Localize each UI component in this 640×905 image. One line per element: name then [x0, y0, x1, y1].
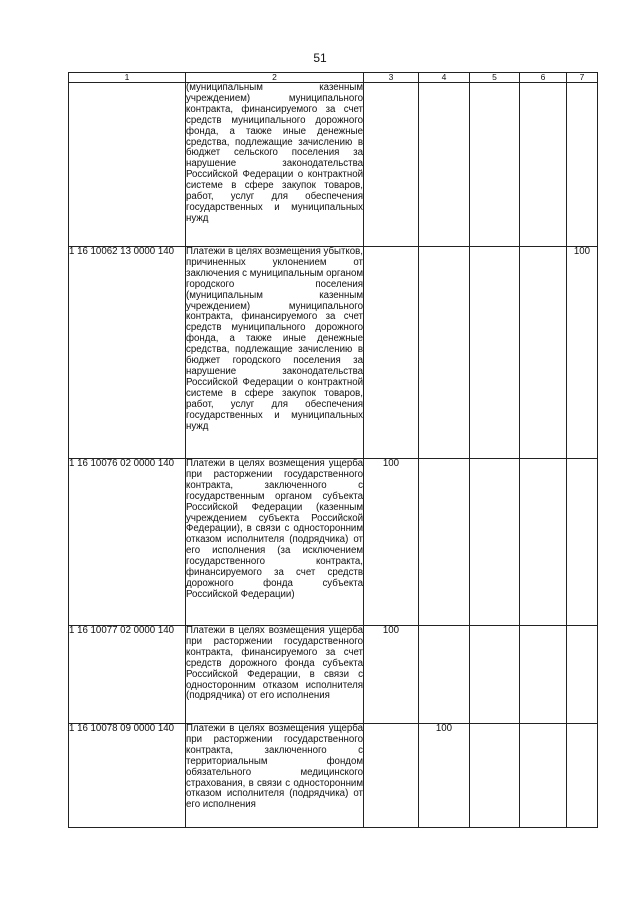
column-header: 6 — [520, 73, 567, 83]
budget-code: 1 16 10076 02 0000 140 — [69, 459, 186, 626]
value-cell — [567, 459, 598, 626]
value-cell — [470, 626, 520, 724]
budget-code — [69, 83, 186, 247]
value-cell — [567, 626, 598, 724]
revenue-table — [68, 72, 598, 828]
value-cell — [520, 247, 567, 459]
table-row — [69, 83, 598, 247]
value-cell — [470, 247, 520, 459]
column-header: 7 — [567, 73, 598, 83]
budget-code: 1 16 10078 09 0000 140 — [69, 724, 186, 828]
value-cell — [364, 83, 419, 247]
table-row — [69, 724, 598, 828]
column-header: 3 — [364, 73, 419, 83]
value-cell: 100 — [567, 247, 598, 459]
budget-code: 1 16 10077 02 0000 140 — [69, 626, 186, 724]
column-header: 5 — [470, 73, 520, 83]
value-cell — [364, 247, 419, 459]
value-cell — [567, 724, 598, 828]
value-cell — [520, 83, 567, 247]
value-cell — [419, 247, 470, 459]
value-cell — [419, 626, 470, 724]
value-cell: 100 — [419, 724, 470, 828]
revenue-description: (муниципальным казенным учреждением) муниципального контракта, финансируемого за счет средств муниципального дорожного фонда, а также иные денежные средства, подлежащие зачислению в бюджет сельского поселения за нарушение законодательства Российской Федерации о контрактной системе в сфере закупок товаров, работ, услуг для обеспечения государственных и муниципальных нужд — [186, 83, 364, 247]
value-cell — [364, 724, 419, 828]
revenue-description: Платежи в целях возмещения ущерба при расторжении государственного контракта, финансируемого за счет средств дорожного фонда субъекта Российской Федерации, в связи с односторонним отказом исполнителя (подрядчика) от его исполнения — [186, 626, 364, 724]
value-cell — [419, 459, 470, 626]
table-header — [69, 73, 598, 83]
column-header: 2 — [186, 73, 364, 83]
value-cell — [520, 626, 567, 724]
value-cell — [470, 724, 520, 828]
value-cell — [520, 724, 567, 828]
revenue-description: Платежи в целях возмещения ущерба при расторжении государственного контракта, заключенного с государственным органом субъекта Российской Федерации (казенным учреждением субъекта Российской Федерации), в связи с односторонним отказом исполнителя (подрядчика) от его исполнения (за исключением государственного контракта, финансируемого за счет средств дорожного фонда субъекта Российской Федерации) — [186, 459, 364, 626]
page-number: 51 — [313, 51, 327, 65]
value-cell — [419, 83, 470, 247]
column-header: 1 — [69, 73, 186, 83]
table-row — [69, 247, 598, 459]
table-row — [69, 459, 598, 626]
revenue-description: Платежи в целях возмещения убытков, причиненных уклонением от заключения с муниципальным органом городского поселения (муниципальным казенным учреждением) муниципального контракта, финансируемого за счет средств муниципального дорожного фонда, а также иные денежные средства, подлежащие зачислению в бюджет городского поселения за нарушение законодательства Российской Федерации о контрактной системе в сфере закупок товаров, работ, услуг для обеспечения государственных и муниципальных нужд — [186, 247, 364, 459]
value-cell — [470, 83, 520, 247]
value-cell: 100 — [364, 459, 419, 626]
value-cell — [520, 459, 567, 626]
table-body — [69, 83, 598, 828]
column-header: 4 — [419, 73, 470, 83]
value-cell — [470, 459, 520, 626]
budget-code: 1 16 10062 13 0000 140 — [69, 247, 186, 459]
revenue-description: Платежи в целях возмещения ущерба при расторжении государственного контракта, заключенного с территориальным фондом обязательного медицинского страхования, в связи с односторонним отказом исполнителя (подрядчика) от его исполнения — [186, 724, 364, 828]
value-cell: 100 — [364, 626, 419, 724]
table-row — [69, 626, 598, 724]
value-cell — [567, 83, 598, 247]
header-row — [69, 73, 598, 83]
